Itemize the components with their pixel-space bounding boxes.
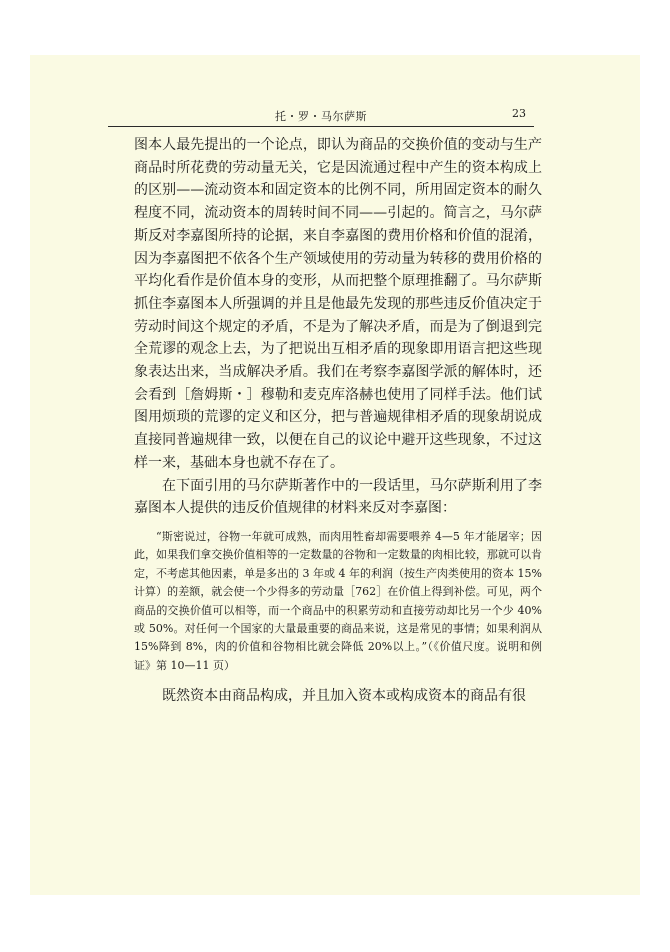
paragraph-continuation: 图本人最先提出的一个论点，即认为商品的交换价值的变动与生产商品时所花费的劳动量无关，它是因流通过程中产生的资本构成上的区别——流动资本和固定资本的比例不同，所用固定资本的耐久程度不同，流动资本的周转时间不同——引起的。简言之，马尔萨斯反对李嘉图所持的论据，来自李嘉图的费用价格和价值的混淆，因为李嘉图把不依各个生产领域使用的劳动量为转移的费用价格的平均化看作是价值本身的变形，从而把整个原理推翻了。马尔萨斯抓住李嘉图本人所强调的并且是他最先发现的那些违反价值决定于劳动时间这个规定的矛盾，不是为了解决矛盾，而是为了倒退到完全荒谬的观念上去，为了把说出互相矛盾的现象即用语言把这些现象表达出来，当成解决矛盾。我们在考察李嘉图学派的解体时，还会看到［詹姆斯・］穆勒和麦克库洛赫也使用了同样手法。他们试图用烦琐的荒谬的定义和区分，把与普遍规律相矛盾的现象胡说成直接同普遍规律一致，以便在自己的议论中避开这些现象，不过这样一来，基础本身也就不存在了。 bbox=[134, 137, 542, 471]
block-quote: “斯密说过，谷物一年就可成熟，而肉用牲畜却需要喂养 4—5 年才能屠宰；因此，如果我们拿交换价值相等的一定数量的谷物和一定数量的肉相比较，那就可以肯定，不考虑其他因素，单是多出的 3 年或 4 年的利润（按生产肉类使用的资本 15%计算）的差额，就会使一个少得多的劳动量［762］在价值上得到补偿。可见，两个商品的交换价值可以相等，而一个商品中的积累劳动和直接劳动却比另一个少 40%或 50%。对任何一个国家的大量最重要的商品来说，这是常见的事情；如果利润从 15%降到 8%，肉的价值和谷物相比就会降低 20%以上。”（《价值尺度。说明和例证》第 10—11 页） bbox=[134, 529, 542, 672]
paragraph-intro-quote: 在下面引用的马尔萨斯著作中的一段话里，马尔萨斯利用了李嘉图本人提供的违反价值规律的材料来反对李嘉图： bbox=[134, 477, 542, 517]
running-header bbox=[108, 104, 534, 127]
running-title: 托・罗・马尔萨斯 bbox=[275, 110, 367, 123]
body-text bbox=[134, 134, 542, 708]
paragraph-next: 既然资本由商品构成，并且加入资本或构成资本的商品有很 bbox=[162, 688, 526, 705]
page-number: 23 bbox=[512, 107, 526, 120]
